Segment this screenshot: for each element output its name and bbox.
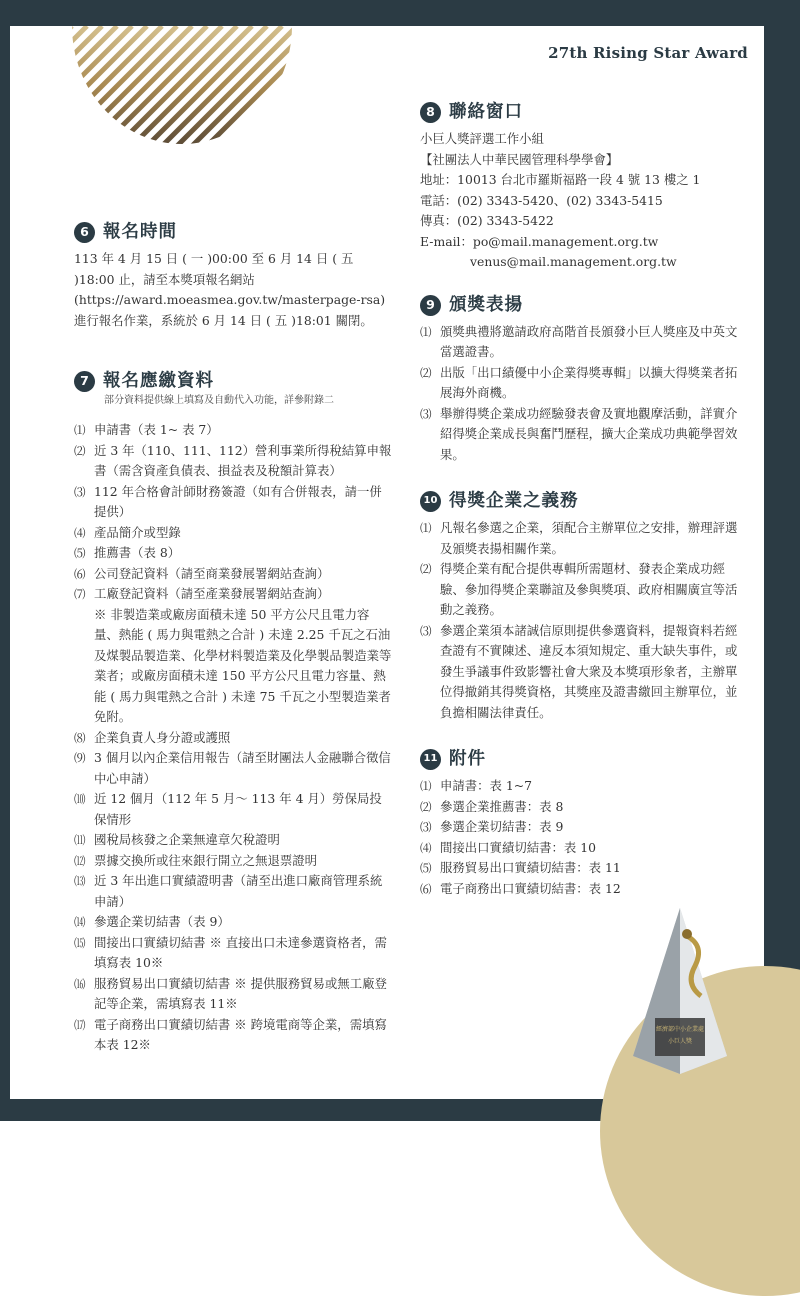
documents-list xyxy=(74,420,394,1056)
section-9-heading xyxy=(420,295,740,316)
list-item xyxy=(74,789,394,830)
list-item xyxy=(74,933,394,974)
list-item xyxy=(420,817,740,838)
list-item xyxy=(420,797,740,818)
contact-fax: 傳真：(02) 3343-5422 xyxy=(420,213,554,228)
list-item xyxy=(74,871,394,912)
decorative-stripes xyxy=(72,26,292,146)
list-item-text: 工廠登記資料（請至產業發展署網站查詢） xyxy=(94,586,330,601)
section-title: 得獎企業之義務 xyxy=(449,491,579,512)
section-title: 聯絡窗口 xyxy=(449,102,523,123)
list-item-marker: ⒄ xyxy=(74,1017,86,1032)
list-item xyxy=(74,543,394,564)
section-number-badge: 11 xyxy=(420,749,441,770)
list-item xyxy=(420,621,740,724)
section-title: 報名應繳資料 xyxy=(103,371,214,392)
list-item-text: 參選企業推薦書：表 8 xyxy=(440,798,564,814)
list-item xyxy=(420,322,740,363)
list-item xyxy=(420,838,740,859)
list-item-text: 電子商務出口實績切結書 ※ 跨境電商等企業，需填寫本表 12※ xyxy=(94,1016,387,1052)
contact-phone: 電話：(02) 3343-5420、(02) 3343-5415 xyxy=(420,192,663,208)
section-attachments xyxy=(420,749,740,899)
list-item-marker: ⑵ xyxy=(420,365,432,380)
section-title: 報名時間 xyxy=(103,222,177,243)
ceremony-list xyxy=(420,322,740,466)
list-item xyxy=(420,363,740,404)
right-border xyxy=(764,0,800,1121)
section-number-badge: 6 xyxy=(74,222,95,243)
section-contact xyxy=(420,102,740,273)
section-8-heading xyxy=(420,102,740,123)
section-required-documents xyxy=(74,371,394,1056)
section-11-heading xyxy=(420,749,740,770)
section-title: 頒獎表揚 xyxy=(449,294,523,315)
list-item-text: 產品簡介或型錄 xyxy=(94,524,181,540)
list-item xyxy=(74,851,394,872)
section-10-heading xyxy=(420,491,740,512)
attachments-list xyxy=(420,776,740,899)
list-item-text: 參選企業切結書（表 9） xyxy=(94,914,230,929)
list-item xyxy=(74,584,394,605)
contact-organization: 【社團法人中華民國管理科學學會】 xyxy=(420,151,619,167)
list-item-text: 票據交換所或往來銀行開立之無退票證明 xyxy=(94,852,318,868)
list-item-marker: ⑵ xyxy=(74,443,86,458)
svg-text:經濟部中小企業處: 經濟部中小企業處 xyxy=(655,1026,705,1033)
section-number-badge: 10 xyxy=(420,491,441,512)
list-item xyxy=(74,912,394,933)
list-item xyxy=(74,748,394,789)
contact-group: 小巨人獎評選工作小組 xyxy=(420,131,544,146)
list-item xyxy=(74,974,394,1015)
list-item-text: 公司登記資料（請至商業發展署網站查詢） xyxy=(94,565,330,581)
trophy-image xyxy=(625,906,735,1076)
list-item-text: 頒獎典禮將邀請政府高階首長頒發小巨人獎座及中英文當選證書。 xyxy=(440,323,738,359)
list-item-text: 電子商務出口實績切結書：表 12 xyxy=(440,880,621,896)
list-item-text: 112 年合格會計師財務簽證（如有合併報表，請一併提供） xyxy=(94,483,382,519)
list-item xyxy=(74,564,394,585)
section-7-heading xyxy=(74,371,394,392)
list-item-text: 近 3 年（110、111、112）營利事業所得稅結算申報書（需含資產負債表、損益表及稅額計算表） xyxy=(94,442,392,478)
top-border xyxy=(0,0,800,26)
contact-email-secondary: venus@mail.management.org.tw xyxy=(470,254,677,269)
list-item-marker: ⑴ xyxy=(420,779,432,793)
list-item-marker: ⒁ xyxy=(74,915,86,929)
section-registration-time xyxy=(74,222,394,331)
list-item-text: 推薦書（表 8） xyxy=(94,545,181,560)
list-item-marker: ⑶ xyxy=(420,623,432,638)
section-winner-obligations xyxy=(420,491,740,723)
list-item-text: 申請書（表 1~ 表 7） xyxy=(94,422,219,437)
contact-email: E-mail：po@mail.management.org.tw xyxy=(420,233,659,249)
list-item-marker: ⒃ xyxy=(74,976,86,991)
list-item xyxy=(420,404,740,466)
list-item-marker: ⑿ xyxy=(74,853,86,868)
list-item-text: 出版「出口績優中小企業得獎專輯」以擴大得獎業者拓展海外商機。 xyxy=(440,364,738,400)
list-item-text: 國稅局核發之企業無違章欠稅證明 xyxy=(94,832,280,847)
list-item xyxy=(74,420,394,441)
list-item-text: 近 12 個月（112 年 5 月～ 113 年 4 月）勞保局投保情形 xyxy=(94,791,382,827)
list-item-marker: ⑴ xyxy=(74,423,86,437)
section-number-badge: 7 xyxy=(74,371,95,392)
list-item-text: 企業負責人身分證或護照 xyxy=(94,729,231,745)
list-item-marker: ⒂ xyxy=(74,935,86,950)
list-item-marker: ⒀ xyxy=(74,874,86,888)
list-item-marker: ⑽ xyxy=(74,792,86,806)
obligations-list xyxy=(420,518,740,723)
list-item-marker: ⑴ xyxy=(420,324,432,339)
list-item xyxy=(74,441,394,482)
section-number-badge: 9 xyxy=(420,295,441,316)
list-item-text: 近 3 年出進口實績證明書（請至出進口廠商管理系統申請） xyxy=(94,873,383,909)
section-award-ceremony xyxy=(420,295,740,466)
list-item-marker: ⑻ xyxy=(74,730,86,745)
list-item-marker: ⑸ xyxy=(420,861,432,875)
list-item-marker: ⑶ xyxy=(420,820,432,834)
list-item-marker: ⑼ xyxy=(74,751,86,765)
list-item-marker: ⑵ xyxy=(420,799,432,814)
list-item-text: 得獎企業有配合提供專輯所需題材、發表企業成功經驗、參加得獎企業聯誼及參與獎項、政府相關廣宣等活動之義務。 xyxy=(440,561,738,617)
list-item-text: 間接出口實績切結書 ※ 直接出口未達參選資格者，需填寫表 10※ xyxy=(94,934,387,970)
list-item xyxy=(74,1015,394,1056)
list-item-marker: ⑶ xyxy=(420,406,432,421)
section-note: 部分資料提供線上填寫及自動代入功能，詳參附錄二 xyxy=(104,395,334,406)
list-item xyxy=(420,559,740,621)
list-item-text: 凡報名參選之企業，須配合主辦單位之安排，辦理評選及頒獎表揚相關作業。 xyxy=(440,520,738,556)
list-item-marker: ⑵ xyxy=(420,562,432,576)
list-item xyxy=(74,728,394,749)
list-item-text: 舉辦得獎企業成功經驗發表會及實地觀摩活動，詳實介紹得獎企業成長與奮鬥歷程，擴大企業成功典範學習效果。 xyxy=(440,405,738,462)
list-item-text: 申請書：表 1~7 xyxy=(440,778,533,793)
list-item-marker: ⑷ xyxy=(420,840,432,855)
award-title: 27th Rising Star Award xyxy=(548,44,748,62)
list-item-text: 服務貿易出口實績切結書 ※ 提供服務貿易或無工廠登記等企業，需填寫表 11※ xyxy=(94,975,387,1011)
list-item-text: 服務貿易出口實績切結書：表 11 xyxy=(440,860,621,875)
left-border xyxy=(0,0,10,1121)
contact-address: 地址：10013 台北市羅斯福路一段 4 號 13 樓之 1 xyxy=(420,172,701,187)
registration-time-text: 113 年 4 月 15 日 ( 一 )00:00 至 6 月 14 日 ( 五 )18:00 止，請至本獎項報名網站 (https://award.moeasmea.gov.tw/masterpage-rsa) 進行報名作業，系統於 6 月 14 日 ( 五 )18:01 關閉。 xyxy=(74,251,386,328)
list-item-text: 參選企業切結書：表 9 xyxy=(440,819,564,834)
list-item-text: 間接出口實績切結書：表 10 xyxy=(440,839,597,855)
list-item-marker: ⑹ xyxy=(420,881,432,896)
list-item xyxy=(420,518,740,559)
right-column xyxy=(420,102,740,899)
list-item-text: ※ 非製造業或廠房面積未達 50 平方公尺且電力容量、熱能 ( 馬力與電熱之合計 ) 未達 2.25 千瓦之石油及煤製品製造業、化學材料製造業及化學製品製造業等業者；或廠房面積未達 150 平方公尺且電力容量、熱能 ( 馬力與電熱之合計 ) 未達 75 千瓦之小型製造業者免附。 xyxy=(94,606,392,724)
list-item-marker: ⑹ xyxy=(74,566,86,581)
left-column xyxy=(74,222,394,1056)
list-item xyxy=(420,776,740,797)
list-item-text: 參選企業須本諸誠信原則提供參選資料，提報資料若經查證有不實陳述、違反本須知規定、重大缺失事件，或發生爭議事件致影響社會大衆及本獎項形象者，主辦單位得撤銷其得獎資格，其獎座及證書繳回主辦單位，並負擔相關法律責任。 xyxy=(440,622,738,720)
list-item xyxy=(74,830,394,851)
list-item-marker: ⑷ xyxy=(74,525,86,540)
list-item-text: 3 個月以內企業信用報告（請至財團法人金融聯合徵信中心申請） xyxy=(94,750,391,786)
list-item xyxy=(74,482,394,523)
list-item-marker: ⑾ xyxy=(74,833,86,847)
list-item xyxy=(420,858,740,879)
list-item xyxy=(74,605,394,728)
list-item-marker: ⑺ xyxy=(74,587,86,601)
section-number-badge: 8 xyxy=(420,102,441,123)
list-item-marker: ⑶ xyxy=(74,484,86,499)
list-item-marker: ⑸ xyxy=(74,546,86,560)
list-item xyxy=(420,879,740,900)
section-title: 附件 xyxy=(449,749,486,770)
section-6-heading xyxy=(74,222,394,243)
list-item-marker: ⑴ xyxy=(420,521,432,535)
svg-text:小巨人獎: 小巨人獎 xyxy=(667,1038,693,1045)
list-item xyxy=(74,523,394,544)
